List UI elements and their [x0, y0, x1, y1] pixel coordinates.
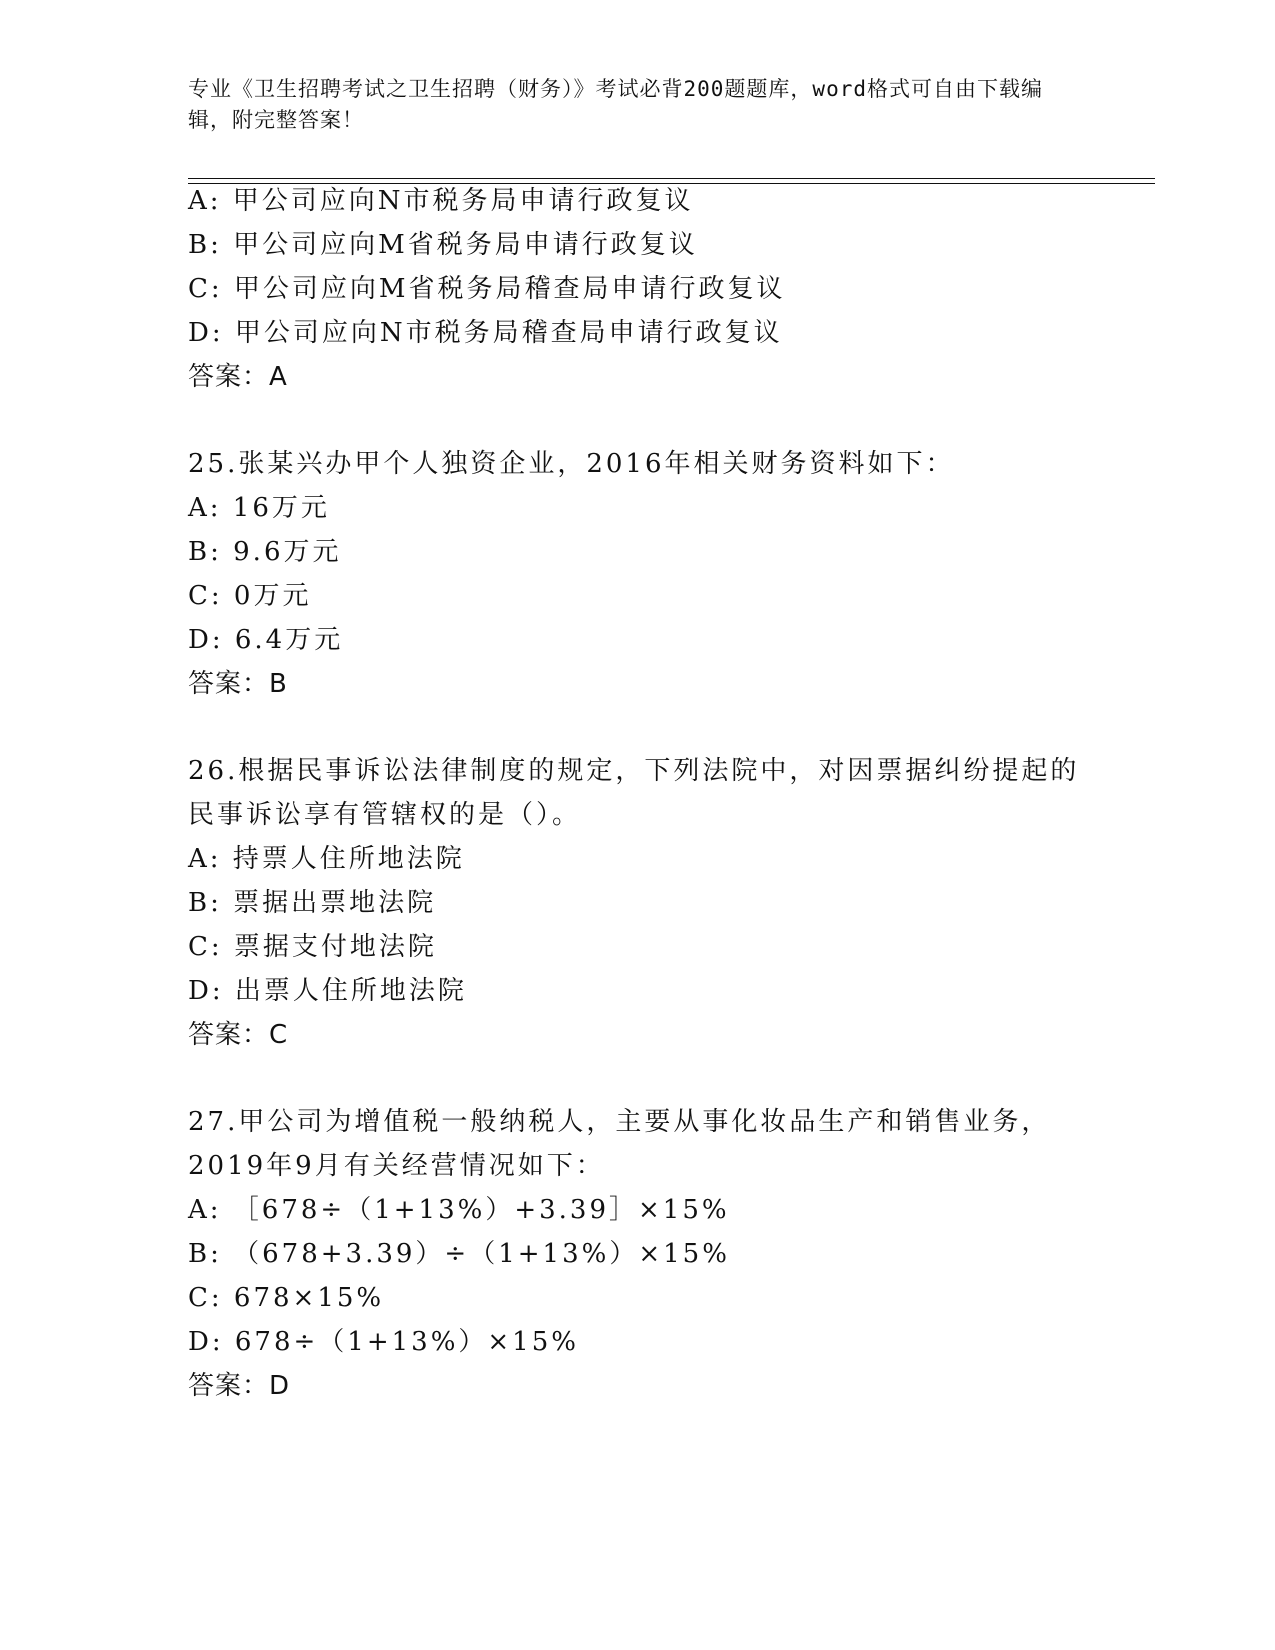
q24-option-a: A: 甲公司应向N市税务局申请行政复议	[188, 186, 694, 216]
q26-option-a: A: 持票人住所地法院	[188, 844, 465, 874]
q27-answer: 答案：D	[188, 1371, 291, 1401]
q24-option-d: D: 甲公司应向N市税务局稽查局申请行政复议	[188, 318, 783, 348]
q25-option-c: C: 0万元	[188, 581, 312, 611]
q25-option-a: A: 16万元	[188, 493, 330, 523]
q26-stem-line-2: 民事诉讼享有管辖权的是（）。	[188, 800, 582, 830]
header-divider-bottom	[188, 183, 1155, 184]
q26-option-c: C: 票据支付地法院	[188, 932, 437, 962]
q25-stem: 25.张某兴办甲个人独资企业，2016年相关财务资料如下：	[188, 449, 955, 479]
q27-option-a: A: ［678÷（1+13%）+3.39］×15%	[188, 1195, 730, 1225]
header-divider-top	[188, 178, 1155, 179]
q26-answer: 答案：C	[188, 1020, 289, 1050]
q26-option-d: D: 出票人住所地法院	[188, 976, 467, 1006]
q25-answer: 答案：B	[188, 669, 288, 699]
q24-answer: 答案：A	[188, 362, 288, 392]
q27-option-b: B: （678+3.39）÷（1+13%）×15%	[188, 1239, 730, 1269]
q27-option-d: D: 678÷（1+13%）×15%	[188, 1327, 579, 1357]
q24-option-c: C: 甲公司应向M省税务局稽查局申请行政复议	[188, 274, 786, 304]
q26-option-b: B: 票据出票地法院	[188, 888, 437, 918]
q25-option-b: B: 9.6万元	[188, 537, 342, 567]
q25-option-d: D: 6.4万元	[188, 625, 344, 655]
q27-stem-line-1: 27.甲公司为增值税一般纳税人，主要从事化妆品生产和销售业务，	[188, 1107, 1051, 1137]
q27-stem-line-2: 2019年9月有关经营情况如下：	[188, 1151, 605, 1181]
q26-stem-line-1: 26.根据民事诉讼法律制度的规定，下列法院中，对因票据纠纷提起的	[188, 756, 1080, 786]
q27-option-c: C: 678×15%	[188, 1283, 385, 1313]
document-header: 专业《卫生招聘考试之卫生招聘（财务）》考试必背200题题库，word格式可自由下载编辑，附完整答案！	[188, 77, 1043, 132]
q24-option-b: B: 甲公司应向M省税务局申请行政复议	[188, 230, 698, 260]
